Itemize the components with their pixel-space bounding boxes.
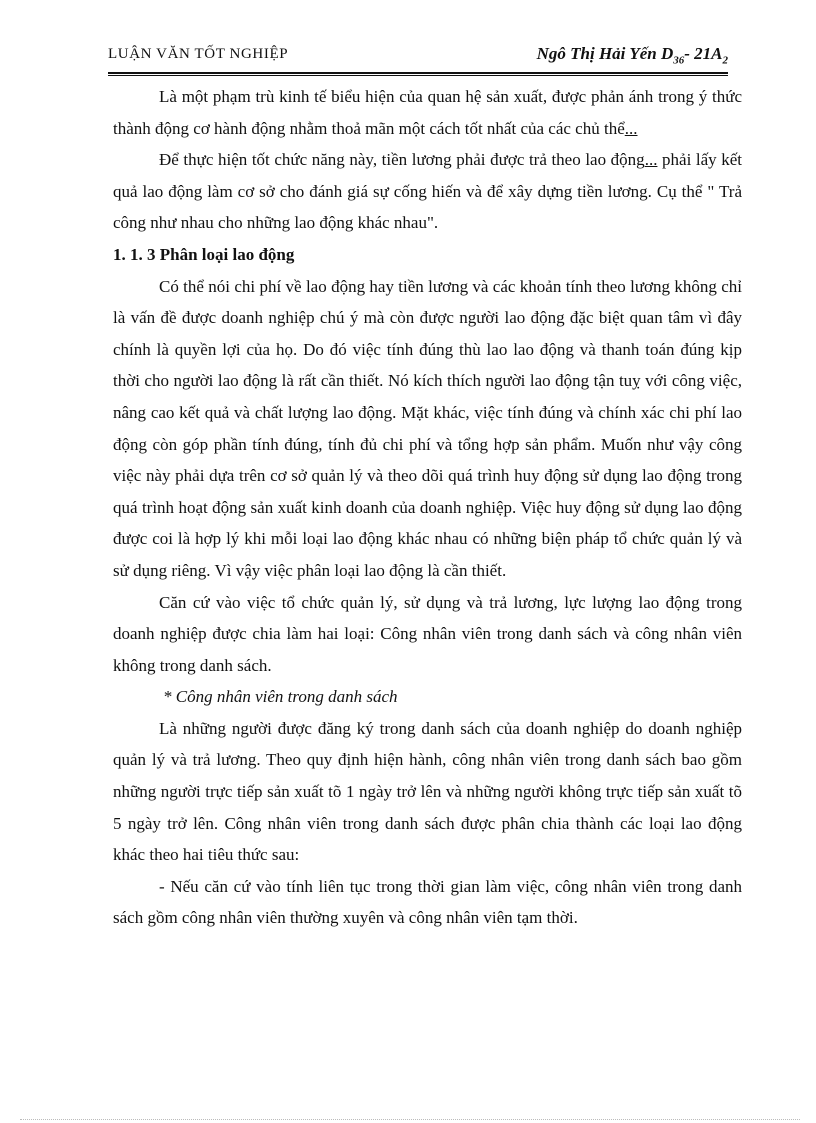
author-label [537, 44, 728, 66]
paragraph-2 [113, 144, 742, 239]
class-code: - 21A [684, 44, 723, 63]
header-rule-thick [108, 72, 728, 74]
footer-divider [20, 1119, 800, 1120]
author-name: Ngô Thị Hải Yến D [536, 44, 674, 63]
thesis-label: LUẬN VĂN TỐT NGHIỆP [108, 46, 289, 62]
paragraph-1-ellipsis: ... [624, 118, 638, 138]
paragraph-2-text-a: Để thực hiện tốt chức năng này, tiền lương phải được trả theo lao động [159, 150, 645, 170]
paragraph-5: Là những người được đăng ký trong danh sách của doanh nghiệp do doanh nghiệp quản lý và trả lương. Theo quy định hiện hành, công nhân viên trong danh sách bao gồm những người trực tiếp sản xuất tõ 1 ngày trở lên và những người không trực tiếp sản xuất tõ 5 ngày trở lên. Công nhân viên trong danh sách được phân chia thành các loại lao động khác theo hai tiêu thức sau: [113, 718, 742, 865]
class-subscript-1: 36 [673, 54, 685, 67]
paragraph-1-text: Là một phạm trù kinh tế biểu hiện của quan hệ sản xuất, được phản ánh trong ý thức thành động cơ hành động nhằm thoả mãn một cách tốt nhất của các chủ thể [113, 87, 742, 138]
page-header [108, 42, 728, 72]
paragraph-2-text-b: phải lấy kết quả lao động làm cơ sở cho đánh giá sự cống hiến và để xây dựng tiền lương. Cụ thể " Trả công như nhau cho những lao động khác nhau". [113, 150, 743, 233]
subsection-heading: * Công nhân viên trong danh sách [163, 687, 398, 707]
paragraph-4: Căn cứ vào việc tổ chức quản lý, sử dụng và trả lương, lực lượng lao động trong doanh nghiệp được chia làm hai loại: Công nhân viên trong danh sách và công nhân viên không trong danh sách. [113, 592, 742, 675]
section-heading: 1. 1. 3 Phân loại lao động [113, 244, 295, 264]
page-content [113, 81, 742, 934]
header-rule-thin [108, 75, 728, 76]
paragraph-3: Có thể nói chi phí về lao động hay tiền lương và các khoản tính theo lương không chỉ là vấn đề được doanh nghiệp chú ý mà còn được người lao động đặc biệt quan tâm vì đây chính là quyền lợi của họ. Do đó việc tính đúng thù lao lao động và thanh toán đúng kịp thời cho người lao động là rất cần thiết. Nó kích thích người lao động tận tuỵ với công việc, nâng cao kết quả và chất lượng lao động. Mặt khác, việc tính đúng và chính xác chi phí lao động còn góp phần tính đúng, tính đủ chi phí và tổng hợp sản phẩm. Muốn như vậy công việc này phải dựa trên cơ sở quản lý và theo dõi quá trình huy động sử dụng lao động trong quá trình hoạt động sản xuất kinh doanh của doanh nghiệp. Việc huy động sử dụng lao động được coi là hợp lý khi mỗi loại lao động khác nhau có những biện pháp tổ chức quản lý và sử dụng riêng. Vì vậy việc phân loại lao động là cần thiết. [113, 276, 742, 580]
paragraph-1 [113, 81, 742, 144]
paragraph-6: - Nếu căn cứ vào tính liên tục trong thời gian làm việc, công nhân viên trong danh sách gồm công nhân viên thường xuyên và công nhân viên tạm thời. [113, 876, 742, 928]
class-subscript-2: 2 [722, 54, 728, 67]
paragraph-2-ellipsis: ... [644, 150, 658, 170]
